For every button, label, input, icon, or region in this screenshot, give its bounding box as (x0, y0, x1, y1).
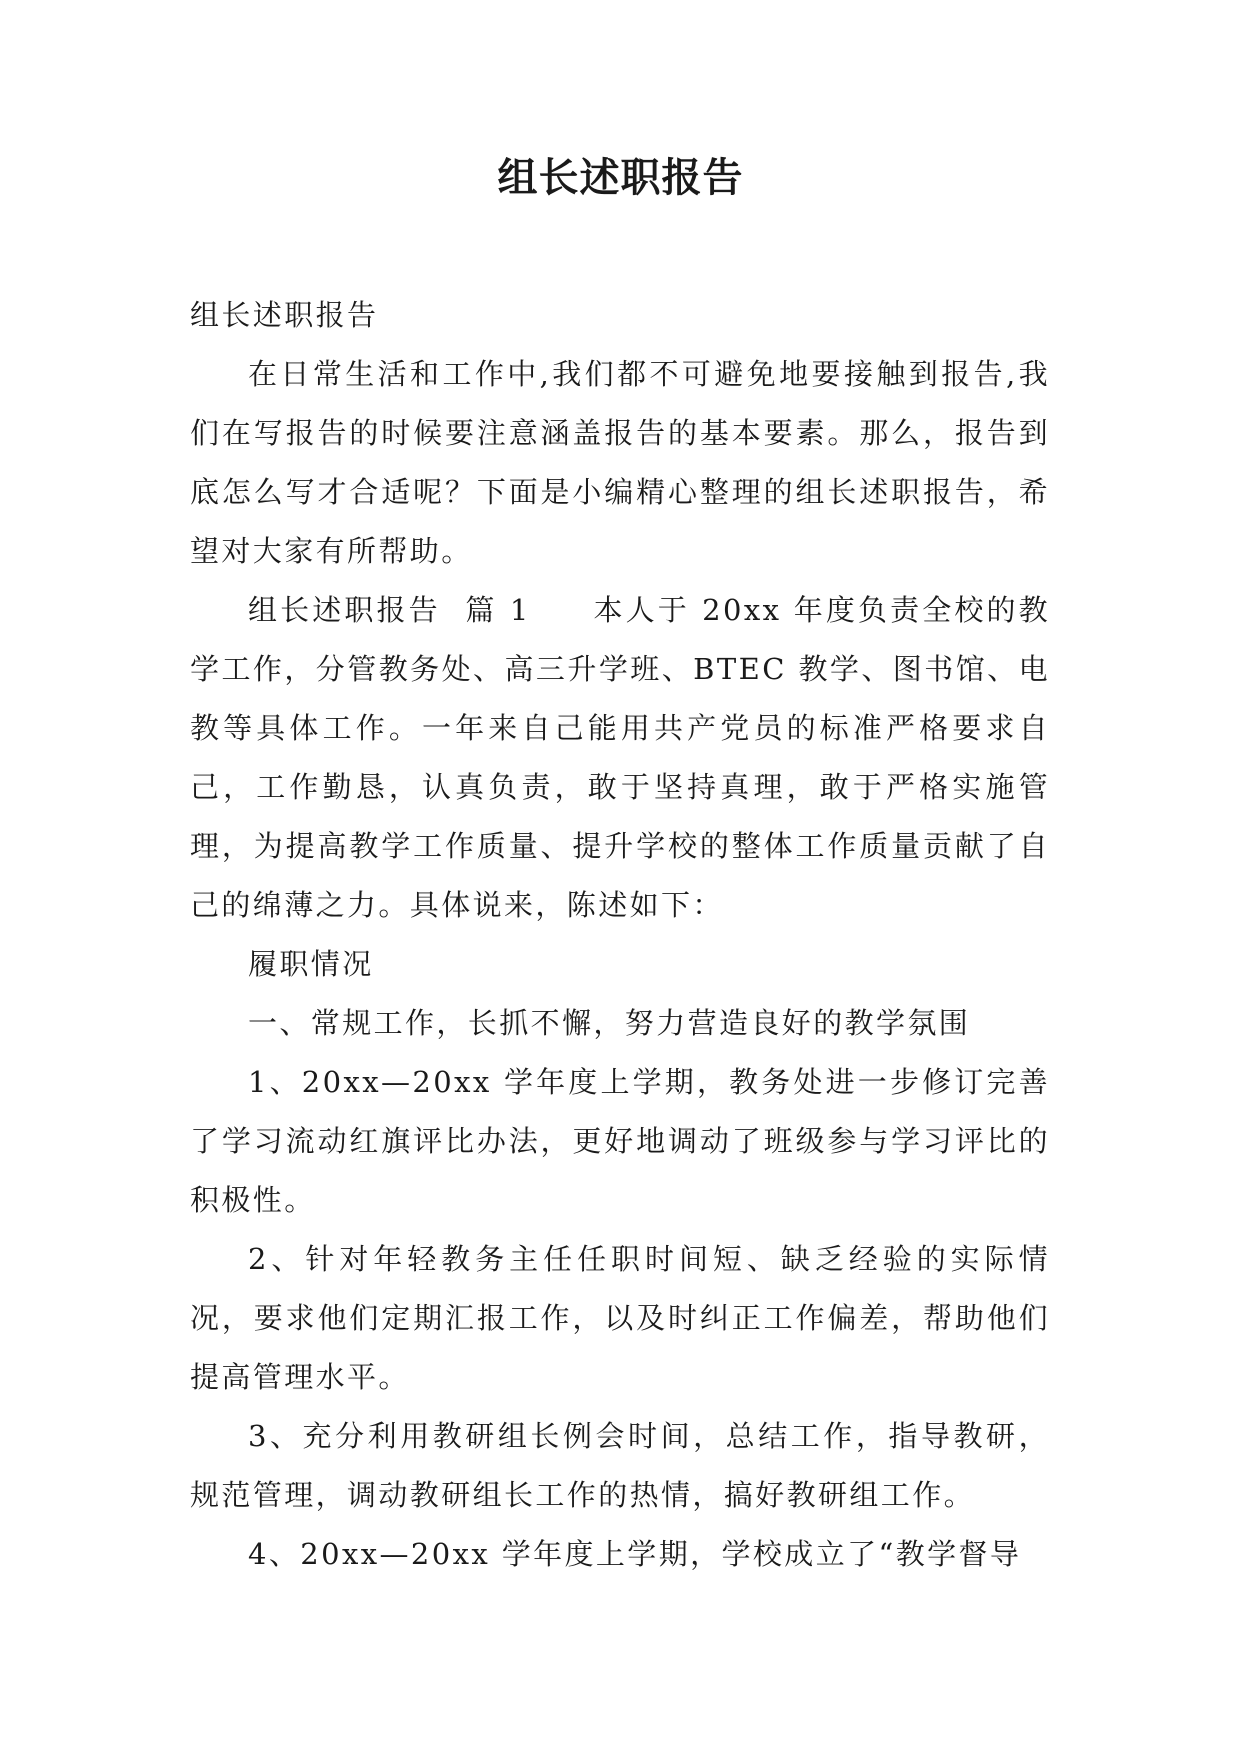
section-body: 本人于 20xx 年度负责全校的教学工作，分管教务处、高三升学班、BTEC 教学、图书馆、电教等具体工作。一年来自己能用共产党员的标准严格要求自己，工作勤恳，认真负责，敢于坚持真理，敢于严格实施管理，为提高教学工作质量、提升学校的整体工作质量贡献了自己的绵薄之力。具体说来，陈述如下： (190, 593, 1050, 922)
intro-paragraph: 在日常生活和工作中,我们都不可避免地要接触到报告,我们在写报告的时候要注意涵盖报告的基本要素。那么，报告到底怎么写才合适呢？下面是小编精心整理的组长述职报告，希望对大家有所帮助。 (190, 357, 1050, 568)
duty-heading: 履职情况 (248, 947, 374, 981)
document-title: 组长述职报告 (497, 155, 744, 201)
document-body (190, 286, 1050, 1584)
list-item-3: 3、充分利用教研组长例会时间，总结工作，指导教研，规范管理，调动教研组长工作的热情，搞好教研组工作。 (190, 1419, 1050, 1512)
list-item-4: 4、20xx—20xx 学年度上学期，学校成立了“教学督导 (248, 1537, 1022, 1571)
document-subtitle: 组长述职报告 (190, 298, 379, 332)
list-item-2: 2、针对年轻教务主任任职时间短、缺乏经验的实际情况，要求他们定期汇报工作，以及时纠正工作偏差，帮助他们提高管理水平。 (190, 1242, 1050, 1394)
section-paragraph (190, 581, 1050, 935)
list-item-1: 1、20xx—20xx 学年度上学期，教务处进一步修订完善了学习流动红旗评比办法，更好地调动了班级参与学习评比的积极性。 (190, 1065, 1050, 1217)
section-label: 组长述职报告 篇 1 (248, 593, 531, 627)
section-one-heading: 一、常规工作，长抓不懈，努力营造良好的教学氛围 (248, 1006, 971, 1040)
